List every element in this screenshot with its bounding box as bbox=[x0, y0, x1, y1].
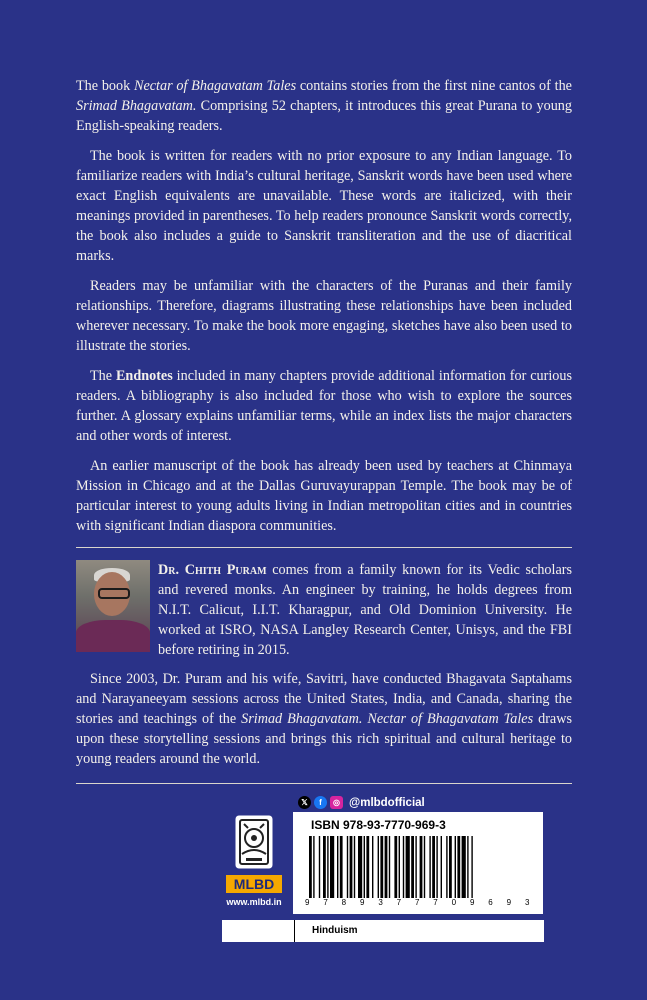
publisher-emblem-icon bbox=[234, 814, 274, 870]
back-cover-description bbox=[76, 76, 572, 544]
publisher-website[interactable]: www.mlbd.in bbox=[226, 897, 282, 907]
text-span: draws upon these storytelling sessions and brings this rich spiritual and cultural heritage to young readers around the world. bbox=[76, 711, 572, 767]
source-title: Srimad Bhagavatam. bbox=[241, 711, 363, 727]
barcode-digit: 7 bbox=[396, 898, 403, 907]
barcode-digit: 8 bbox=[341, 898, 348, 907]
description-paragraph-3: Readers may be unfamiliar with the characters of the Puranas and their family relationships. Therefore, diagrams illustrating these relationships have been included wherever necessary. To make the book more engaging, sketches have also been used to illustrate the stories. bbox=[76, 278, 572, 354]
instagram-icon[interactable]: ◎ bbox=[330, 796, 343, 809]
text-span: included in many chapters provide additional information for curious readers. A bibliography is also included for those who wish to explore the sources further. A glossary explains unfamiliar terms, while an index lists the major characters and other words of interest. bbox=[76, 368, 572, 444]
source-title: Srimad Bhagavatam. bbox=[76, 98, 197, 114]
barcode-digit: 3 bbox=[524, 898, 531, 907]
author-section bbox=[76, 560, 572, 778]
top-divider bbox=[76, 547, 572, 548]
social-links bbox=[298, 796, 425, 809]
text-span: The bbox=[90, 368, 116, 384]
author-name: Dr. Chith Puram bbox=[158, 562, 267, 578]
barcode-digit: 7 bbox=[323, 898, 330, 907]
text-span: The book bbox=[76, 78, 134, 94]
barcode-digit: 0 bbox=[451, 898, 458, 907]
barcode-digit: 9 bbox=[469, 898, 476, 907]
book-title: Nectar of Bhagavatam Tales bbox=[367, 711, 534, 727]
description-paragraph-2: The book is written for readers with no prior exposure to any Indian language. To familiarize readers with India’s cultural heritage, Sanskrit words have been used where exact English equivalents are unavailable. These words are italicized, with their meanings provided in parentheses. To help readers pronounce Sanskrit words correctly, the book also includes a guide to Sanskrit transliteration and the use of diacritical marks. bbox=[76, 148, 572, 264]
description-paragraph-4 bbox=[76, 366, 572, 446]
description-paragraph-1 bbox=[76, 76, 572, 136]
endnotes-label: Endnotes bbox=[115, 368, 173, 384]
barcode-graphic bbox=[307, 836, 531, 898]
text-span: contains stories from the first nine cantos of the bbox=[296, 78, 572, 94]
author-photo bbox=[76, 560, 150, 652]
social-handle[interactable]: @mlbdofficial bbox=[349, 796, 425, 809]
barcode-digit: 7 bbox=[433, 898, 440, 907]
barcode-digit: 7 bbox=[414, 898, 421, 907]
barcode-digit: 9 bbox=[506, 898, 513, 907]
publisher-logo bbox=[222, 812, 286, 916]
barcode-digit: 9 bbox=[305, 898, 311, 907]
isbn-label: ISBN 978-93-7770-969-3 bbox=[311, 818, 446, 832]
book-title: Nectar of Bhagavatam Tales bbox=[133, 78, 297, 94]
barcode-digit: 9 bbox=[359, 898, 366, 907]
barcode-digits bbox=[305, 898, 531, 907]
text-span: Since 2003, Dr. Puram and his wife, Savitri, have conducted Bhagavata Saptahams and Narayaneeyam sessions across the United States, India, and Canada, sharing the stories and teachings of the bbox=[76, 671, 572, 727]
description-paragraph-5: An earlier manuscript of the book has already been used by teachers at Chinmaya Mission in Chicago and at the Dallas Guruvayurappan Temple. The book may be of particular interest to young adults living in Indian metropolitan cities and in countries with significant Indian diaspora communities. bbox=[76, 458, 572, 534]
x-icon[interactable]: 𝕏 bbox=[298, 796, 311, 809]
bottom-divider bbox=[76, 783, 572, 784]
author-bio-2 bbox=[76, 669, 572, 769]
barcode-panel bbox=[293, 812, 543, 914]
barcode-digit: 6 bbox=[488, 898, 495, 907]
mlbd-logo-text: MLBD bbox=[226, 875, 282, 893]
facebook-icon[interactable]: f bbox=[314, 796, 327, 809]
author-bio-1 bbox=[76, 560, 572, 660]
category-label: Hinduism bbox=[312, 925, 358, 936]
text-span: comes from a family known for its Vedic scholars and revered monks. An engineer by training, he holds degrees from N.I.T. Calicut, I.I.T. Kharagpur, and Old Dominion University. He worked at ISRO, NASA Langley Research Center, Unisys, and the FBI before retiring in 2015. bbox=[158, 562, 572, 658]
text-span: Comprising 52 chapters, it introduces this great Purana to young English-speaking readers. bbox=[76, 98, 572, 134]
barcode-digit: 3 bbox=[378, 898, 385, 907]
category-strip bbox=[222, 920, 544, 942]
